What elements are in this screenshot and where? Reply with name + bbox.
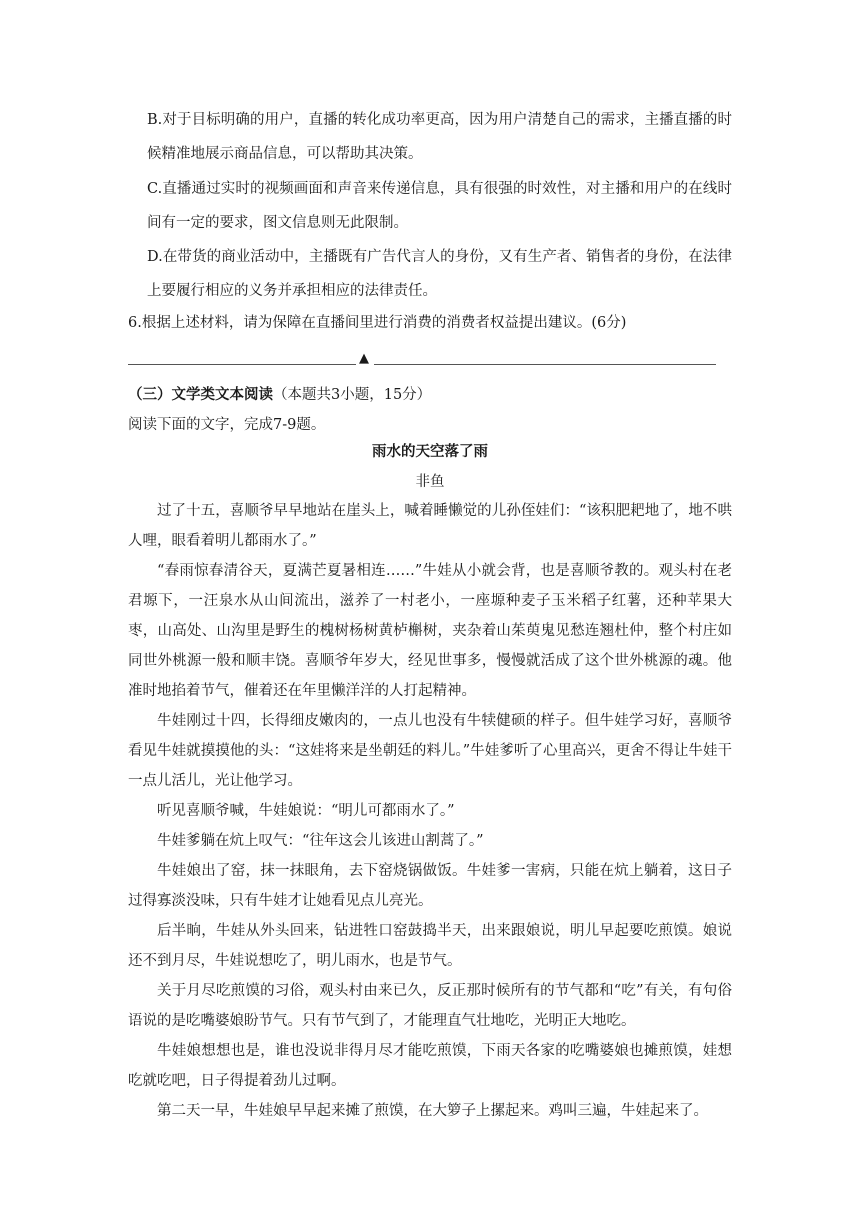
article-paragraph: 后半晌，牛娃从外头回来，钻进牲口窑鼓捣半天，出来跟娘说，明儿早起要吃煎馍。娘说还不到月尽，牛娃说想吃了，明儿雨水，也是节气。 (128, 923, 732, 969)
option-label: B. (147, 112, 163, 128)
article-paragraph: 牛娃娘出了窑，抹一抹眼角，去下窑烧锅做饭。牛娃爹一害病，只能在炕上躺着，这日子过得寡淡没味，只有牛娃才让她看见点儿亮光。 (128, 863, 732, 909)
section-title: （三）文学类文本阅读 (128, 387, 273, 403)
option-text: 对于目标明确的用户，直播的转化成功率更高，因为用户清楚自己的需求，主播直播的时候精准地展示商品信息，可以帮助其决策。 (147, 112, 732, 162)
article-paragraph: 听见喜顺爷喊，牛娃娘说：“明儿可都雨水了。” (157, 803, 455, 819)
section-note: （本题共3小题，15分） (273, 387, 432, 403)
option-text: 直播通过实时的视频画面和声音来传递信息，具有很强的时效性，对主播和用户的在线时间有一定的要求，图文信息则无此限制。 (147, 181, 732, 231)
option-d (147, 240, 732, 308)
answer-marker: ▲ (359, 351, 369, 366)
article-paragraph: 第二天一早，牛娃娘早早起来摊了煎馍，在大箩子上摞起来。鸡叫三遍，牛娃起来了。 (157, 1103, 708, 1119)
section-heading (128, 380, 431, 410)
answer-rule-right (374, 364, 716, 365)
article-title: 雨水的天空落了雨 (372, 444, 488, 460)
article-paragraph: “春雨惊春清谷天，夏满芒夏暑相连……”牛娃从小就会背，也是喜顺爷教的。观头村在老君塬下，一汪泉水从山间流出，滋养了一村老小，一座塬种麦子玉米稻子红薯，还种苹果大枣，山高处、山沟里是野生的槐树杨树黄栌槲树，夹杂着山茱萸鬼见愁连翘杜仲，整个村庄如同世外桃源一般和顺丰饶。喜顺爷年岁大，经见世事多，慢慢就活成了这个世外桃源的魂。他准时地掐着节气，催着还在年里懒洋洋的人打起精神。 (128, 563, 732, 699)
section-instruction: 阅读下面的文字，完成7-9题。 (128, 417, 326, 433)
option-label: C. (147, 181, 163, 197)
article-paragraph: 牛娃刚过十四，长得细皮嫩肉的，一点儿也没有牛犊健硕的样子。但牛娃学习好，喜顺爷看见牛娃就摸摸他的头：“这娃将来是坐朝廷的料儿。”牛娃爹听了心里高兴，更舍不得让牛娃干一点儿活儿，光让他学习。 (128, 713, 732, 789)
option-text: 在带货的商业活动中，主播既有广告代言人的身份，又有生产者、销售者的身份，在法律上要履行相应的义务并承担相应的法律责任。 (147, 249, 732, 299)
article-paragraph: 关于月尽吃煎馍的习俗，观头村由来已久，反正那时候所有的节气都和“吃”有关，有句俗语说的是吃嘴婆娘盼节气。只有节气到了，才能理直气壮地吃，光明正大地吃。 (128, 983, 732, 1029)
article-paragraph: 牛娃爹躺在炕上叹气：“往年这会儿该进山割蒿了。” (157, 833, 484, 849)
article-body (128, 496, 732, 1126)
article-paragraph: 过了十五，喜顺爷早早地站在崖头上，喊着睡懒觉的儿孙侄娃们：“该积肥耙地了，地不哄人哩，眼看着明儿都雨水了。” (128, 503, 732, 549)
option-c (147, 172, 732, 240)
answer-line[interactable] (128, 351, 716, 370)
question-6: 6.根据上述材料，请为保障在直播间里进行消费的消费者权益提出建议。(6分) (128, 315, 627, 331)
article-author: 非鱼 (415, 474, 445, 490)
answer-rule-left (128, 364, 356, 365)
option-label: D. (147, 249, 163, 265)
option-b (147, 103, 732, 171)
article-paragraph: 牛娃娘想想也是，谁也没说非得月尽才能吃煎馍，下雨天各家的吃嘴婆娘也摊煎馍，娃想吃就吃吧，日子得提着劲儿过啊。 (128, 1043, 732, 1089)
